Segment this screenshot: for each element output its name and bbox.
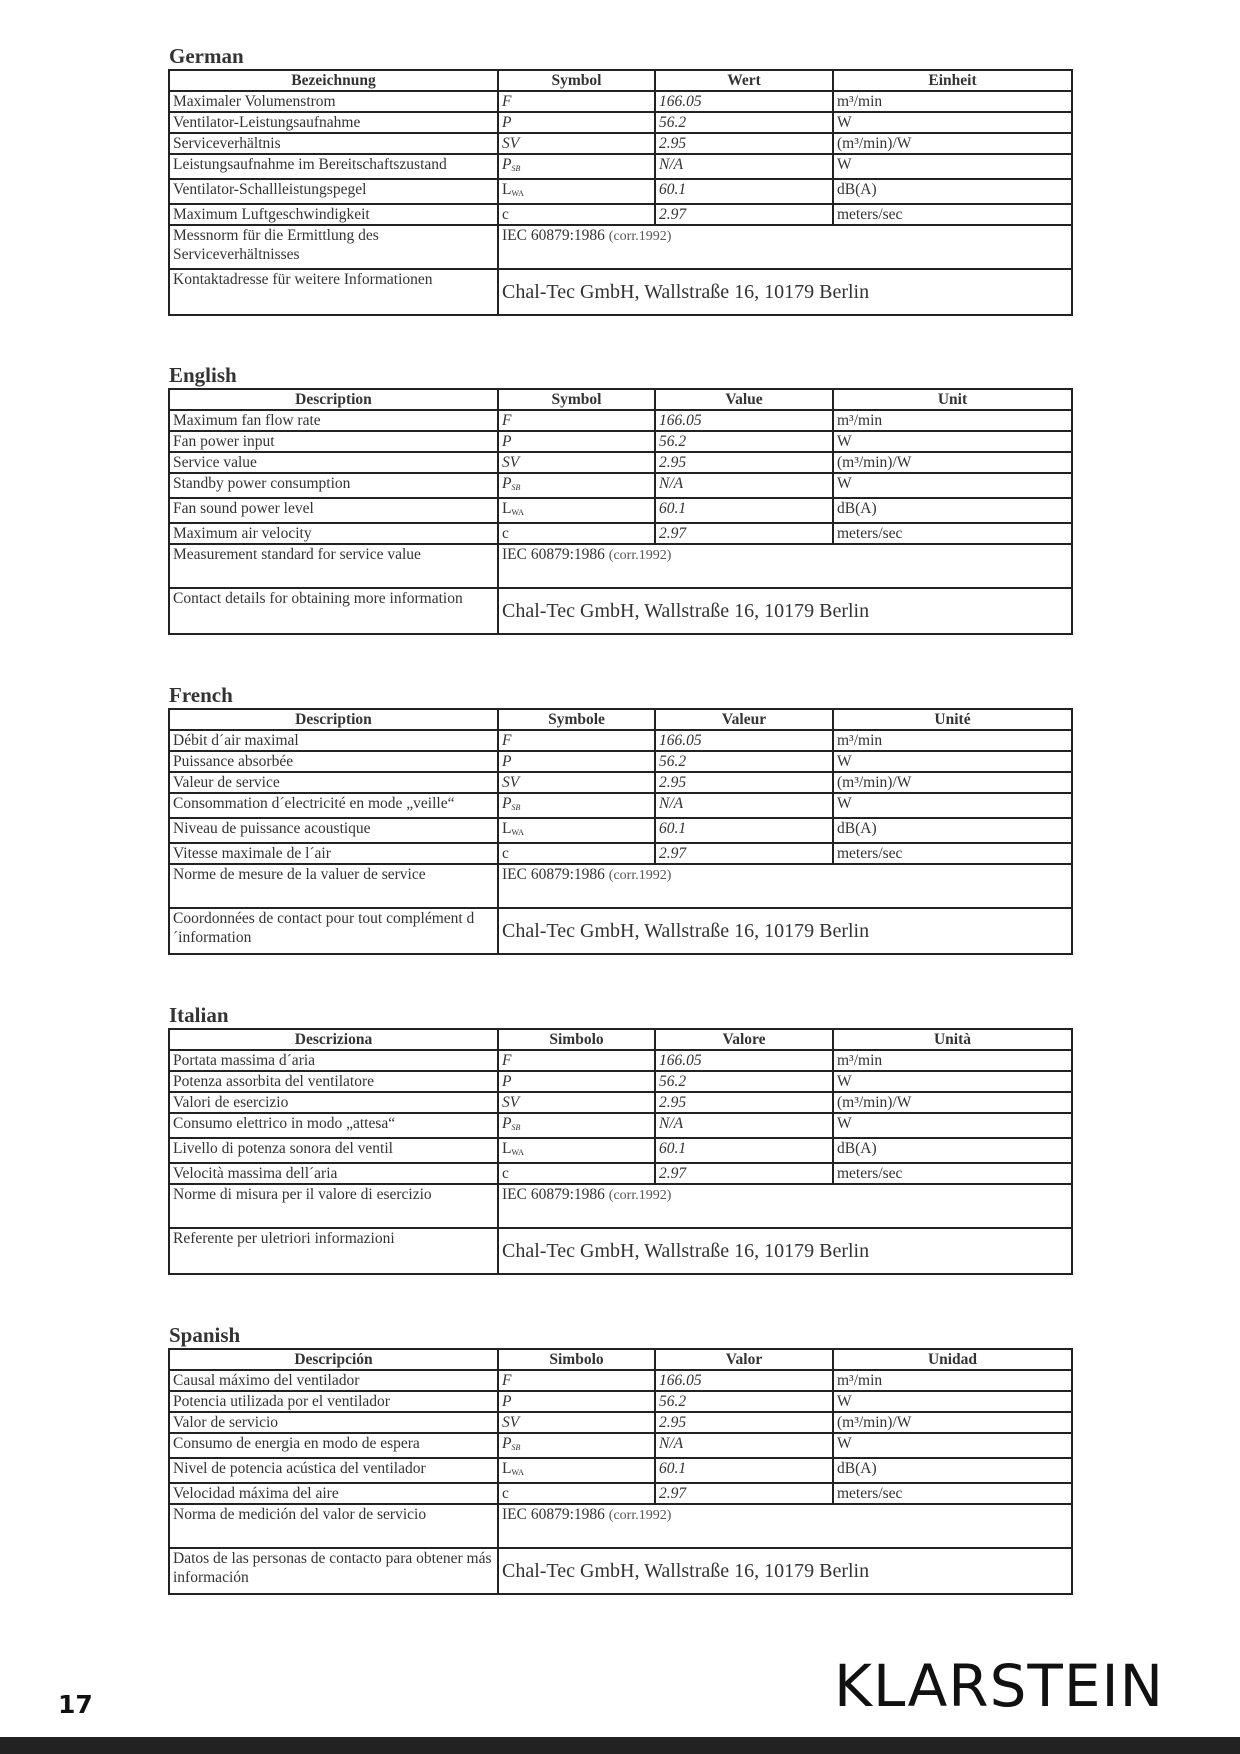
symbol-cell [498,772,655,793]
symbol-subscript: WA [511,1148,524,1157]
symbol-cell [498,793,655,818]
symbol-subscript: WA [511,1468,524,1477]
symbol-text: L [502,1140,512,1157]
page-number: 17 [58,1690,93,1719]
contact-address: Chal-Tec GmbH, Wallstraße 16, 10179 Berlin [498,1228,1072,1274]
symbol-text: P [502,1073,512,1090]
spec-table [168,388,1073,635]
contact-label: Contact details for obtaining more information [169,588,498,634]
description-cell: Puissance absorbée [169,751,498,772]
contact-label: Kontaktadresse für weitere Informationen [169,269,498,315]
table-row [169,818,1072,843]
column-header: Unità [833,1029,1072,1050]
symbol-cell [498,751,655,772]
description-cell: Maximum fan flow rate [169,410,498,431]
measurement-standard-row [169,864,1072,908]
table-row [169,473,1072,498]
table-row [169,1458,1072,1483]
column-header: Valeur [655,709,833,730]
table-row [169,1391,1072,1412]
symbol-text: L [502,181,512,198]
symbol-text: P [502,795,512,812]
table-row [169,1050,1072,1071]
symbol-cell [498,1370,655,1391]
symbol-cell [498,452,655,473]
spec-table [168,69,1073,316]
section-title: French [169,683,233,707]
description-cell: Fan power input [169,431,498,452]
column-header: Valor [655,1349,833,1370]
measurement-standard-value [498,864,1072,908]
value-cell: 166.05 [655,730,833,751]
column-header: Valore [655,1029,833,1050]
section-4 [168,1323,1071,1595]
symbol-cell [498,154,655,179]
symbol-cell [498,91,655,112]
value-cell: 166.05 [655,1370,833,1391]
contact-row [169,588,1072,634]
contact-address: Chal-Tec GmbH, Wallstraße 16, 10179 Berlin [498,908,1072,954]
column-header: Description [169,389,498,410]
description-cell: Serviceverhältnis [169,133,498,154]
unit-cell: W [833,793,1072,818]
unit-cell: W [833,112,1072,133]
contact-row [169,1548,1072,1594]
table-row [169,1412,1072,1433]
table-row [169,730,1072,751]
symbol-cell [498,1113,655,1138]
table-row [169,843,1072,864]
description-cell: Valori de esercizio [169,1092,498,1113]
unit-cell: (m³/min)/W [833,1092,1072,1113]
symbol-text: F [502,412,512,429]
table-row [169,1138,1072,1163]
symbol-text: SV [502,1094,520,1111]
measurement-standard-label: Measurement standard for service value [169,544,498,588]
symbol-text: SV [502,1414,520,1431]
description-cell: Livello di potenza sonora del ventil [169,1138,498,1163]
symbol-cell [498,1412,655,1433]
symbol-text: P [502,1393,512,1410]
unit-cell: meters/sec [833,1163,1072,1184]
standard-text: IEC 60879:1986 [502,546,605,563]
spec-table [168,1348,1073,1595]
table-row [169,410,1072,431]
standard-text: IEC 60879:1986 [502,1506,605,1523]
unit-cell: dB(A) [833,1458,1072,1483]
measurement-standard-row [169,544,1072,588]
contact-address: Chal-Tec GmbH, Wallstraße 16, 10179 Berlin [498,1548,1072,1594]
unit-cell: W [833,473,1072,498]
symbol-cell [498,112,655,133]
symbol-cell [498,1138,655,1163]
standard-text: IEC 60879:1986 [502,866,605,883]
symbol-cell [498,431,655,452]
description-cell: Maximaler Volumenstrom [169,91,498,112]
symbol-cell [498,133,655,154]
contact-label: Datos de las personas de contacto para obtener más información [169,1548,498,1594]
symbol-cell [498,498,655,523]
value-cell: 2.95 [655,1412,833,1433]
contact-label: Referente per uletriori informazioni [169,1228,498,1274]
unit-cell: W [833,751,1072,772]
description-cell: Vitesse maximale de l´air [169,843,498,864]
symbol-cell [498,843,655,864]
unit-cell: m³/min [833,1370,1072,1391]
symbol-text: SV [502,454,520,471]
section-title: Italian [169,1003,229,1027]
table-row [169,1092,1072,1113]
value-cell: 2.97 [655,843,833,864]
description-cell: Velocità massima dell´aria [169,1163,498,1184]
section-title: Spanish [169,1323,241,1347]
standard-text: IEC 60879:1986 [502,227,605,244]
value-cell: 2.95 [655,772,833,793]
symbol-text: P [502,753,512,770]
table-row [169,154,1072,179]
contact-label: Coordonnées de contact pour tout complément d´information [169,908,498,954]
value-cell: 60.1 [655,1458,833,1483]
symbol-cell [498,818,655,843]
unit-cell: (m³/min)/W [833,772,1072,793]
symbol-subscript: WA [511,828,524,837]
description-cell: Fan sound power level [169,498,498,523]
measurement-standard-value [498,544,1072,588]
unit-cell: (m³/min)/W [833,1412,1072,1433]
symbol-text: c [502,1485,509,1502]
table-row [169,1071,1072,1092]
unit-cell: dB(A) [833,179,1072,204]
value-cell: 2.97 [655,1483,833,1504]
standard-correction: (corr.1992) [608,229,672,244]
table-header-row [169,1029,1072,1050]
unit-cell: meters/sec [833,843,1072,864]
measurement-standard-row [169,1184,1072,1228]
unit-cell: m³/min [833,1050,1072,1071]
symbol-text: F [502,1052,512,1069]
symbol-text: c [502,845,509,862]
table-header-row [169,70,1072,91]
symbol-cell [498,523,655,544]
value-cell: 2.95 [655,133,833,154]
column-header: Value [655,389,833,410]
unit-cell: m³/min [833,410,1072,431]
symbol-cell [498,179,655,204]
symbol-cell [498,410,655,431]
column-header: Simbolo [498,1029,655,1050]
value-cell: N/A [655,1433,833,1458]
standard-correction: (corr.1992) [608,1508,672,1523]
unit-cell: m³/min [833,91,1072,112]
column-header: Unidad [833,1349,1072,1370]
description-cell: Ventilator-Schallleistungspegel [169,179,498,204]
spec-table [168,708,1073,955]
value-cell: 2.97 [655,1163,833,1184]
symbol-text: F [502,732,512,749]
measurement-standard-value [498,1184,1072,1228]
column-header: Simbolo [498,1349,655,1370]
value-cell: 56.2 [655,431,833,452]
column-header: Einheit [833,70,1072,91]
brand-logo: KLARSTEIN [833,1652,1164,1720]
section-2 [168,683,1071,955]
section-title: English [169,363,237,387]
section-1 [168,363,1071,635]
symbol-text: P [502,156,512,173]
measurement-standard-value [498,1504,1072,1548]
unit-cell: W [833,431,1072,452]
value-cell: 166.05 [655,1050,833,1071]
column-header: Bezeichnung [169,70,498,91]
symbol-text: F [502,1372,512,1389]
symbol-text: F [502,93,512,110]
contact-address: Chal-Tec GmbH, Wallstraße 16, 10179 Berlin [498,269,1072,315]
description-cell: Maximum Luftgeschwindigkeit [169,204,498,225]
contact-address: Chal-Tec GmbH, Wallstraße 16, 10179 Berlin [498,588,1072,634]
symbol-cell [498,473,655,498]
unit-cell: W [833,154,1072,179]
symbol-text: c [502,525,509,542]
value-cell: N/A [655,793,833,818]
symbol-cell [498,1391,655,1412]
column-header: Wert [655,70,833,91]
column-header: Symbol [498,70,655,91]
symbol-subscript: SB [511,803,521,812]
symbol-cell [498,204,655,225]
table-header-row [169,1349,1072,1370]
unit-cell: dB(A) [833,498,1072,523]
value-cell: 2.95 [655,452,833,473]
bottom-bar [0,1737,1240,1754]
section-3 [168,1003,1071,1275]
section-0 [168,44,1071,316]
unit-cell: dB(A) [833,1138,1072,1163]
table-row [169,498,1072,523]
standard-correction: (corr.1992) [608,1188,672,1203]
column-header: Symbole [498,709,655,730]
description-cell: Standby power consumption [169,473,498,498]
symbol-cell [498,1483,655,1504]
description-cell: Service value [169,452,498,473]
symbol-text: c [502,206,509,223]
symbol-subscript: SB [511,1443,521,1452]
table-row [169,1483,1072,1504]
unit-cell: W [833,1071,1072,1092]
standard-correction: (corr.1992) [608,548,672,563]
unit-cell: meters/sec [833,1483,1072,1504]
column-header: Descripción [169,1349,498,1370]
column-header: Description [169,709,498,730]
contact-row [169,908,1072,954]
column-header: Unité [833,709,1072,730]
table-row [169,204,1072,225]
description-cell: Débit d´air maximal [169,730,498,751]
symbol-text: P [502,475,512,492]
column-header: Descriziona [169,1029,498,1050]
symbol-subscript: SB [511,1123,521,1132]
table-row [169,1433,1072,1458]
unit-cell: meters/sec [833,523,1072,544]
spec-table [168,1028,1073,1275]
table-row [169,179,1072,204]
value-cell: 56.2 [655,751,833,772]
measurement-standard-label: Norma de medición del valor de servicio [169,1504,498,1548]
symbol-cell [498,1433,655,1458]
description-cell: Niveau de puissance acoustique [169,818,498,843]
description-cell: Valor de servicio [169,1412,498,1433]
table-row [169,431,1072,452]
description-cell: Nivel de potencia acústica del ventilador [169,1458,498,1483]
value-cell: 60.1 [655,498,833,523]
description-cell: Consommation d´electricité en mode „veille“ [169,793,498,818]
symbol-text: L [502,820,512,837]
table-row [169,772,1072,793]
symbol-subscript: WA [511,189,524,198]
standard-correction: (corr.1992) [608,868,672,883]
description-cell: Consumo elettrico in modo „attesa“ [169,1113,498,1138]
value-cell: N/A [655,1113,833,1138]
description-cell: Maximum air velocity [169,523,498,544]
unit-cell: W [833,1113,1072,1138]
value-cell: 2.97 [655,523,833,544]
table-row [169,1113,1072,1138]
value-cell: 166.05 [655,410,833,431]
unit-cell: (m³/min)/W [833,133,1072,154]
column-header: Unit [833,389,1072,410]
symbol-subscript: SB [511,164,521,173]
standard-text: IEC 60879:1986 [502,1186,605,1203]
measurement-standard-label: Messnorm für die Ermittlung des Serviceverhältnisses [169,225,498,269]
symbol-cell [498,730,655,751]
measurement-standard-label: Norme de mesure de la valuer de service [169,864,498,908]
symbol-text: L [502,1460,512,1477]
table-row [169,133,1072,154]
symbol-cell [498,1163,655,1184]
symbol-text: P [502,1115,512,1132]
measurement-standard-row [169,1504,1072,1548]
table-row [169,91,1072,112]
description-cell: Ventilator-Leistungsaufnahme [169,112,498,133]
contact-row [169,269,1072,315]
symbol-text: P [502,1435,512,1452]
unit-cell: (m³/min)/W [833,452,1072,473]
unit-cell: dB(A) [833,818,1072,843]
table-row [169,751,1072,772]
value-cell: 60.1 [655,179,833,204]
description-cell: Potencia utilizada por el ventilador [169,1391,498,1412]
section-title: German [169,44,244,68]
column-header: Symbol [498,389,655,410]
value-cell: 2.95 [655,1092,833,1113]
measurement-standard-row [169,225,1072,269]
value-cell: 56.2 [655,1391,833,1412]
symbol-cell [498,1071,655,1092]
description-cell: Leistungsaufnahme im Bereitschaftszustand [169,154,498,179]
description-cell: Potenza assorbita del ventilatore [169,1071,498,1092]
value-cell: 2.97 [655,204,833,225]
symbol-cell [498,1458,655,1483]
symbol-cell [498,1050,655,1071]
symbol-text: L [502,500,512,517]
description-cell: Valeur de service [169,772,498,793]
table-header-row [169,709,1072,730]
value-cell: N/A [655,473,833,498]
description-cell: Velocidad máxima del aire [169,1483,498,1504]
symbol-text: c [502,1165,509,1182]
table-header-row [169,389,1072,410]
unit-cell: meters/sec [833,204,1072,225]
value-cell: N/A [655,154,833,179]
table-row [169,112,1072,133]
symbol-text: P [502,114,512,131]
table-row [169,1370,1072,1391]
value-cell: 56.2 [655,1071,833,1092]
measurement-standard-value [498,225,1072,269]
unit-cell: W [833,1391,1072,1412]
value-cell: 56.2 [655,112,833,133]
symbol-text: P [502,433,512,450]
symbol-text: SV [502,774,520,791]
description-cell: Causal máximo del ventilador [169,1370,498,1391]
value-cell: 60.1 [655,1138,833,1163]
table-row [169,523,1072,544]
description-cell: Portata massima d´aria [169,1050,498,1071]
contact-row [169,1228,1072,1274]
unit-cell: W [833,1433,1072,1458]
unit-cell: m³/min [833,730,1072,751]
symbol-subscript: WA [511,508,524,517]
table-row [169,452,1072,473]
table-row [169,793,1072,818]
symbol-text: SV [502,135,520,152]
measurement-standard-label: Norme di misura per il valore di esercizio [169,1184,498,1228]
description-cell: Consumo de energia en modo de espera [169,1433,498,1458]
symbol-subscript: SB [511,483,521,492]
value-cell: 166.05 [655,91,833,112]
value-cell: 60.1 [655,818,833,843]
symbol-cell [498,1092,655,1113]
table-row [169,1163,1072,1184]
